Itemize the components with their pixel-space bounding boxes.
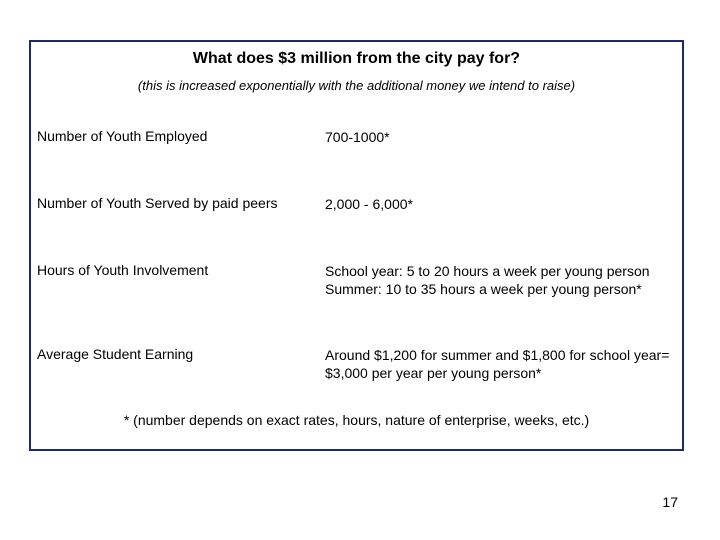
row-label-youth-employed: Number of Youth Employed xyxy=(37,128,208,144)
row-label-youth-served: Number of Youth Served by paid peers xyxy=(37,195,278,211)
row-value-student-earning xyxy=(325,346,669,382)
slide-title: What does $3 million from the city pay for? xyxy=(192,50,521,67)
page-number: 17 xyxy=(662,494,678,510)
value-line: Summer: 10 to 35 hours a week per young person* xyxy=(325,281,642,297)
value-line: Around $1,200 for summer and $1,800 for school year= xyxy=(325,347,670,363)
value-line: 2,000 - 6,000* xyxy=(325,196,413,212)
row-value-youth-served xyxy=(325,195,413,213)
row-label-hours-involvement: Hours of Youth Involvement xyxy=(37,262,209,278)
value-line: School year: 5 to 20 hours a week per young person xyxy=(325,263,650,279)
row-value-hours-involvement xyxy=(325,262,650,298)
value-line: 700-1000* xyxy=(325,129,390,145)
content-panel xyxy=(29,40,684,451)
slide-subtitle: (this is increased exponentially with the additional money we intend to raise) xyxy=(137,78,576,93)
row-label-student-earning: Average Student Earning xyxy=(37,346,194,362)
footnote: * (number depends on exact rates, hours, nature of enterprise, weeks, etc.) xyxy=(123,412,590,428)
value-line: $3,000 per year per young person* xyxy=(325,365,542,381)
row-value-youth-employed xyxy=(325,128,390,146)
